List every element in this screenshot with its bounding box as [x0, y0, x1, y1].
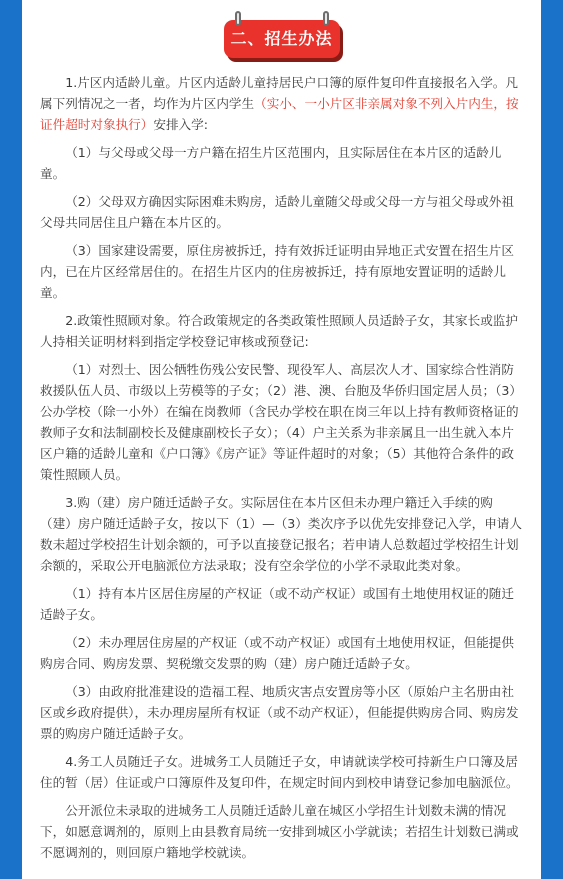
paragraph-text: 安排入学:	[153, 117, 208, 132]
binder-ring-icon	[323, 11, 329, 26]
section-title-badge	[224, 20, 340, 58]
highlight-text: （实小、一小片区非亲属对象不列入片内生，按证件超时对象执行）	[40, 96, 519, 132]
paragraph: 4.务工人员随迁子女。进城务工人员随迁子女，申请就读学校可持新生户口簿及居住的暂（居）住证或户口簿原件及复印件，在规定时间内到校申请登记参加电脑派位。	[40, 754, 519, 790]
paragraph: （2）父母双方确因实际困难未购房，适龄儿童随父母或父母一方与祖父母或外祖父母共同居住且户籍在本片区的。	[40, 194, 514, 230]
right-blue-border	[541, 0, 563, 879]
paragraph	[40, 72, 524, 135]
binder-ring-icon	[235, 11, 241, 26]
paragraph: 3.购（建）房户随迁适龄子女。实际居住在本片区但未办理户籍迁入手续的购（建）房户随迁适龄子女，按以下（1）—（3）类次序予以优先安排登记入学，申请人数未超过学校招生计划余额的，可予以直接登记报名；若申请人总数超过学校招生计划余额的，采取公开电脑派位方法录取；没有空余学位的小学不录取此类对象。	[40, 495, 522, 573]
paragraph: 公开派位未录取的进城务工人员随迁适龄儿童在城区小学招生计划数未满的情况下，如愿意调剂的，原则上由县教育局统一安排到城区小学就读；若招生计划数已满或不愿调剂的，则回原户籍地学校就读。	[40, 803, 519, 860]
paragraph: （1）持有本片区居住房屋的产权证（或不动产权证）或国有土地使用权证的随迁适龄子女。	[40, 586, 514, 622]
left-blue-border	[0, 0, 22, 879]
paragraph: （3）国家建设需要，原住房被拆迁，持有效拆迁证明由异地正式安置在招生片区内，已在片区经常居住的。在招生片区内的住房被拆迁，持有原地安置证明的适龄儿童。	[40, 243, 514, 300]
paragraph: （1）与父母或父母一方户籍在招生片区范围内，且实际居住在本片区的适龄儿童。	[40, 145, 502, 181]
paragraph: （1）对烈士、因公牺牲伤残公安民警、现役军人、高层次人才、国家综合性消防救援队伍人员、市级以上劳模等的子女；（2）港、澳、台胞及华侨归国定居人员；（3）公办学校（除一小外）在编在岗教师（含民办学校在职在岗三年以上持有教师资格证的教师子女和法制副校长及健康副校长子女）；（4）户主关系为非亲属且一出生就入本片区户籍的适龄儿童和《户口簿》《房产证》等证件超时的对象；（5）其他符合条件的政策性照顾人员。	[40, 362, 522, 482]
section-header	[22, 14, 541, 68]
section-title: 二、招生办法	[230, 29, 333, 48]
paragraph: 2.政策性照顾对象。符合政策规定的各类政策性照顾人员适龄子女，其家长或监护人持相关证明材料到指定学校登记审核或预登记:	[40, 313, 518, 349]
article-body	[40, 72, 524, 870]
paragraph-text: 1.片区内适龄儿童。片区内适龄儿童持居民户口簿的原件复印件直接报名入学。凡属下列情况之一者，均作为片区内学生	[40, 75, 518, 111]
paragraph: （3）由政府批准建设的造福工程、地质灾害点安置房等小区（原始户主名册由社区或乡政府提供），未办理房屋所有权证（或不动产权证），但能提供购房合同、购房发票的购房户随迁适龄子女。	[40, 684, 519, 741]
paragraph: （2）未办理居住房屋的产权证（或不动产权证）或国有土地使用权证，但能提供购房合同、购房发票、契税缴交发票的购（建）房户随迁适龄子女。	[40, 635, 514, 671]
content-panel	[22, 0, 541, 879]
